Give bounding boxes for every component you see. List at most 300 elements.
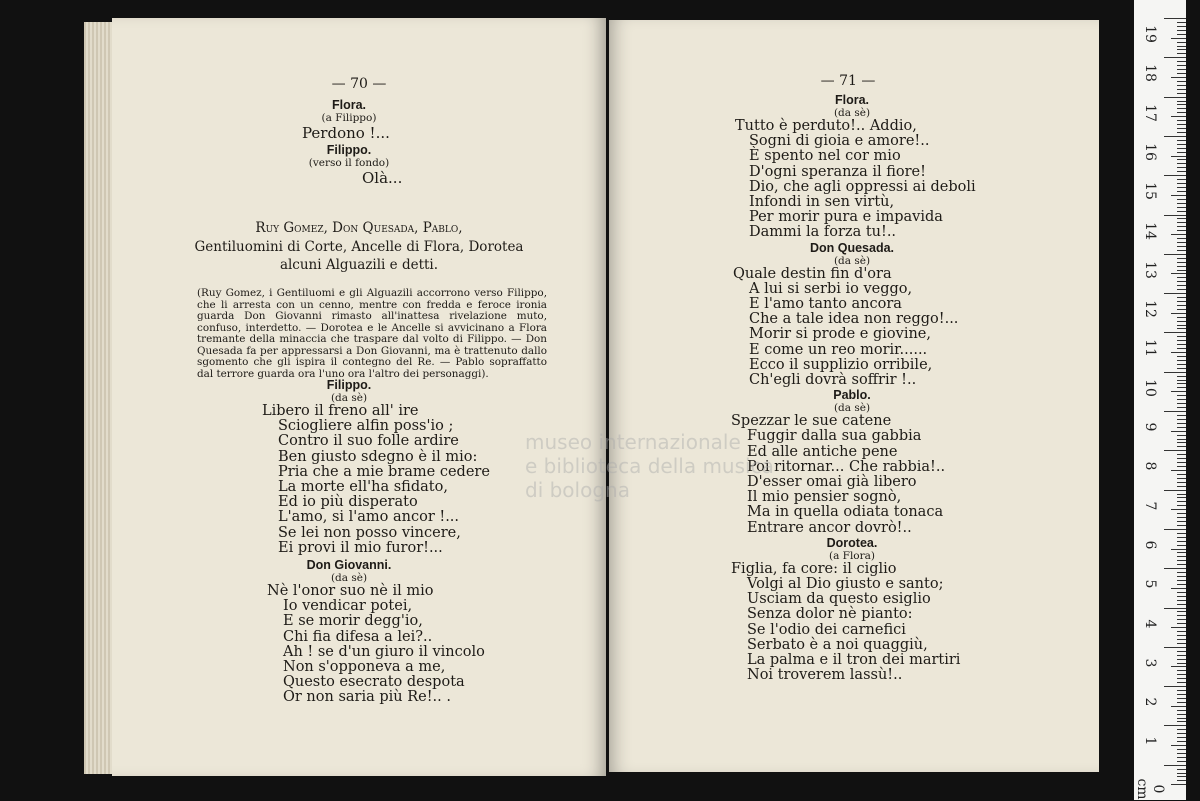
ruler-tick — [1177, 419, 1186, 420]
ruler-tick — [1171, 706, 1186, 707]
ruler-tick — [1177, 167, 1186, 168]
ruler-tick — [1177, 682, 1186, 683]
ruler-number: 9 — [1142, 422, 1158, 432]
ruler-tick — [1164, 372, 1186, 373]
ruler-tick — [1177, 521, 1186, 522]
ruler-tick — [1177, 395, 1186, 396]
stage-direction: (a Flora) — [828, 549, 876, 562]
ruler-tick — [1177, 733, 1186, 734]
ruler-tick — [1164, 765, 1186, 766]
ruler-tick — [1177, 73, 1186, 74]
ruler-tick — [1177, 552, 1186, 553]
verse-line: Chi fia difesa a lei?.. — [283, 628, 433, 645]
ruler-tick — [1177, 69, 1186, 70]
ruler-tick — [1177, 238, 1186, 239]
ruler-number: 16 — [1142, 142, 1158, 161]
ruler-tick — [1177, 525, 1186, 526]
ruler-tick — [1177, 30, 1186, 31]
ruler-tick — [1177, 380, 1186, 381]
ruler-tick — [1164, 136, 1186, 137]
ruler-tick — [1177, 317, 1186, 318]
ruler-tick — [1177, 179, 1186, 180]
verse-line: Non s'opponeva a me, — [283, 659, 446, 676]
ruler-tick — [1177, 183, 1186, 184]
ruler-tick — [1177, 615, 1186, 616]
verse-line: Sciogliere alfin poss'io ; — [278, 418, 454, 435]
ruler-tick — [1177, 120, 1186, 121]
dialogue-block — [609, 93, 1099, 684]
ruler-tick — [1177, 360, 1186, 361]
ruler-tick — [1177, 321, 1186, 322]
ruler-tick — [1177, 576, 1186, 577]
ruler-tick — [1177, 211, 1186, 212]
verse-line: Tutto è perduto!.. Addio, — [735, 118, 917, 134]
ruler-tick — [1177, 325, 1186, 326]
ruler-tick — [1177, 49, 1186, 50]
ruler-tick — [1177, 494, 1186, 495]
ruler-tick — [1177, 61, 1186, 62]
speaker-name: Don Quesada. — [809, 240, 895, 255]
ruler-tick — [1164, 568, 1186, 569]
ruler-tick — [1177, 545, 1186, 546]
stage-direction: (da sè) — [330, 392, 368, 404]
verse-line: Contro il suo folle ardire — [278, 433, 459, 450]
ruler-tick — [1177, 600, 1186, 601]
ruler-tick — [1177, 199, 1186, 200]
ruler-tick — [1164, 332, 1186, 333]
ruler-tick — [1177, 399, 1186, 400]
ruler-tick — [1177, 780, 1186, 781]
ruler-tick — [1177, 458, 1186, 459]
ruler-tick — [1164, 254, 1186, 255]
ruler-tick — [1177, 670, 1186, 671]
ruler-tick — [1177, 537, 1186, 538]
ruler-tick — [1177, 486, 1186, 487]
ruler-number: 17 — [1142, 103, 1158, 122]
ruler-tick — [1177, 226, 1186, 227]
ruler-number: 6 — [1142, 540, 1158, 550]
ruler-tick — [1171, 38, 1186, 39]
ruler-tick — [1171, 195, 1186, 196]
stage-note: (Ruy Gomez, i Gentiluomi e gli Alguazili accorrono verso Filippo, che li arresta con un cenno, mentre con fredda e feroce ironia guarda Don Giovanni rimasto all'inattesa rivelazione muto, confuso, interdetto. — Dorotea e le Ancelle si avvicinano a Flora tremante della minaccia che traspare dal volto di Filippo. — Don Quesada fa per appressarsi a Don Giovanni, ma è trattenuto dallo sgomento che gli ispira il contegno del Re. — Pablo sopraffatto dal terrore guarda ora l'uno ora l'altro dei personaggi). — [197, 287, 547, 380]
ruler-tick — [1164, 608, 1186, 609]
verse-line: Morir si prode e giovine, — [749, 326, 931, 343]
verse-line: Usciam da questo esiglio — [747, 591, 931, 608]
ruler-number: 2 — [1142, 697, 1158, 707]
verse-line: Ed alle antiche pene — [747, 443, 898, 460]
verse-line: Ah ! se d'un giuro il vincolo — [283, 643, 485, 660]
ruler-tick — [1177, 639, 1186, 640]
ruler-tick — [1177, 387, 1186, 388]
dialogue-block — [112, 378, 606, 706]
verse-line: Dio, che agli oppressi ai deboli — [749, 178, 976, 195]
ruler-tick — [1177, 714, 1186, 715]
verse-line: La morte ell'ha sfidato, — [278, 479, 448, 496]
verse-line: Io vendicar potei, — [283, 598, 413, 615]
ruler-tick — [1177, 580, 1186, 581]
verse-line: E l'amo tanto ancora — [749, 296, 902, 313]
ruler-tick — [1177, 564, 1186, 565]
watermark — [525, 430, 774, 502]
verse-line: Ma in quella odiata tonaca — [747, 504, 944, 521]
ruler-tick — [1177, 604, 1186, 605]
ruler-tick — [1177, 773, 1186, 774]
watermark-line: di bologna — [525, 478, 630, 502]
ruler-tick — [1164, 725, 1186, 726]
cast-line: Ruy Gomez, Don Quesada, Pablo, — [255, 220, 463, 236]
ruler-tick — [1177, 152, 1186, 153]
ruler-tick — [1177, 148, 1186, 149]
stage-direction: (verso il fondo) — [308, 157, 390, 169]
ruler-tick — [1177, 340, 1186, 341]
verse-line: Ch'egli dovrà soffrir !.. — [749, 372, 917, 389]
ruler-tick — [1164, 529, 1186, 530]
ruler-number: 15 — [1142, 182, 1158, 201]
verse-line: La palma e il tron dei martiri — [747, 652, 961, 669]
speaker-name: Filippo. — [326, 378, 372, 392]
ruler-tick — [1177, 710, 1186, 711]
ruler-tick — [1171, 352, 1186, 353]
verse-line: Ed io più disperato — [278, 494, 418, 511]
ruler-tick — [1177, 690, 1186, 691]
verse-line: È spento nel cor mio — [749, 148, 901, 165]
ruler-tick — [1177, 446, 1186, 447]
ruler-tick — [1177, 101, 1186, 102]
ruler-tick — [1177, 218, 1186, 219]
verse-line: D'esser omai già libero — [747, 474, 917, 491]
ruler-tick — [1164, 647, 1186, 648]
verse-line: Fuggir dalla sua gabbia — [747, 428, 922, 445]
ruler-tick — [1177, 749, 1186, 750]
ruler-tick — [1177, 356, 1186, 357]
ruler-tick — [1177, 85, 1186, 86]
ruler-tick — [1177, 635, 1186, 636]
ruler-tick — [1177, 250, 1186, 251]
verse-line: Il mio pensier sognò, — [747, 489, 902, 506]
ruler-tick — [1177, 423, 1186, 424]
verse-line: Se l'odio dei carnefici — [747, 621, 906, 638]
ruler-tick — [1177, 128, 1186, 129]
speaker-name: Don Giovanni. — [306, 558, 392, 573]
verse-line: Dammi la forza tu!.. — [749, 224, 897, 241]
ruler-number: 1 — [1142, 736, 1158, 746]
ruler-tick — [1177, 281, 1186, 282]
verse-line: A lui si serbi io veggo, — [749, 280, 913, 297]
ruler-tick — [1177, 132, 1186, 133]
ruler-tick — [1177, 698, 1186, 699]
ruler-tick — [1177, 776, 1186, 777]
ruler-tick — [1177, 407, 1186, 408]
ruler-tick — [1177, 171, 1186, 172]
ruler-number: 18 — [1142, 64, 1158, 83]
ruler-tick — [1177, 124, 1186, 125]
ruler-tick — [1177, 769, 1186, 770]
speaker-name: Filippo. — [326, 143, 372, 157]
ruler-tick — [1177, 584, 1186, 585]
ruler-tick — [1177, 741, 1186, 742]
ruler-tick — [1177, 631, 1186, 632]
ruler-tick — [1177, 611, 1186, 612]
verse-line: Senza dolor nè pianto: — [747, 606, 913, 623]
ruler-tick — [1177, 466, 1186, 467]
verse-line: Olà... — [362, 169, 403, 187]
ruler-tick — [1177, 258, 1186, 259]
measuring-ruler — [1134, 0, 1186, 800]
verse-line: Questo esecrato despota — [283, 674, 465, 691]
ruler-tick — [1164, 57, 1186, 58]
ruler-number: 12 — [1142, 300, 1158, 318]
ruler-tick — [1177, 663, 1186, 664]
ruler-tick — [1177, 344, 1186, 345]
ruler-tick — [1177, 442, 1186, 443]
ruler-tick — [1171, 549, 1186, 550]
ruler-number: 14 — [1142, 221, 1158, 240]
ruler-tick — [1171, 116, 1186, 117]
ruler-tick — [1177, 439, 1186, 440]
ruler-tick — [1177, 462, 1186, 463]
ruler-tick — [1177, 702, 1186, 703]
ruler-tick — [1177, 678, 1186, 679]
speaker-name: Pablo. — [833, 388, 871, 403]
stage-direction: (da sè) — [833, 254, 871, 267]
ruler-tick — [1177, 336, 1186, 337]
ruler-tick — [1177, 309, 1186, 310]
ruler-number: 7 — [1142, 501, 1158, 511]
verse-line: E se morir degg'io, — [283, 613, 423, 630]
ruler-number: 0 cm — [1134, 778, 1166, 800]
ruler-tick — [1171, 156, 1186, 157]
verse-line: Sogni di gioia e amore!.. — [749, 133, 930, 150]
ruler-tick — [1177, 266, 1186, 267]
stage-direction: (da sè) — [833, 402, 871, 415]
ruler-tick — [1171, 77, 1186, 78]
ruler-tick — [1177, 26, 1186, 27]
ruler-tick — [1177, 108, 1186, 109]
verse-line: Per morir pura e impavida — [749, 209, 943, 226]
ruler-tick — [1177, 643, 1186, 644]
watermark-line: museo internazionale — [525, 430, 741, 454]
ruler-tick — [1171, 588, 1186, 589]
verse-line: Perdono !... — [302, 124, 390, 142]
ruler-tick — [1177, 93, 1186, 94]
speaker-name: Flora. — [834, 93, 870, 107]
ruler-tick — [1177, 474, 1186, 475]
verse-line: Che a tale idea non reggo!... — [749, 311, 959, 328]
ruler-tick — [1177, 46, 1186, 47]
verse-line: Se lei non posso vincere, — [278, 524, 461, 541]
ruler-tick — [1177, 348, 1186, 349]
ruler-number: 10 — [1142, 378, 1158, 397]
ruler-tick — [1177, 659, 1186, 660]
ruler-tick — [1171, 666, 1186, 667]
ruler-number: 4 — [1142, 619, 1158, 628]
ruler-tick — [1164, 18, 1186, 19]
ruler-number: 11 — [1142, 339, 1158, 358]
ruler-tick — [1177, 297, 1186, 298]
ruler-tick — [1177, 596, 1186, 597]
ruler-tick — [1171, 784, 1186, 785]
ruler-tick — [1171, 273, 1186, 274]
ruler-tick — [1171, 470, 1186, 471]
verse-line: Pria che a mie brame cedere — [278, 463, 490, 480]
ruler-tick — [1177, 246, 1186, 247]
ruler-tick — [1177, 415, 1186, 416]
stage-direction: (a Filippo) — [321, 112, 377, 124]
ruler-tick — [1164, 411, 1186, 412]
ruler-number: 8 — [1142, 461, 1158, 471]
ruler-tick — [1164, 686, 1186, 687]
verse-line: Figlia, fa core: il ciglio — [731, 560, 897, 577]
ruler-tick — [1177, 572, 1186, 573]
ruler-tick — [1177, 533, 1186, 534]
ruler-tick — [1177, 541, 1186, 542]
ruler-tick — [1177, 655, 1186, 656]
cast-line: Gentiluomini di Corte, Ancelle di Flora, Dorotea — [194, 238, 524, 255]
ruler-tick — [1177, 497, 1186, 498]
verse-line: Entrare ancor dovrò!.. — [747, 519, 912, 536]
ruler-tick — [1177, 191, 1186, 192]
ruler-tick — [1171, 509, 1186, 510]
ruler-tick — [1177, 454, 1186, 455]
verse-line: Infondi in sen virtù, — [749, 194, 895, 211]
ruler-tick — [1177, 592, 1186, 593]
verse-line: L'amo, si l'amo ancor !... — [278, 509, 460, 526]
ruler-tick — [1177, 89, 1186, 90]
verse-line: Nè l'onor suo nè il mio — [267, 583, 434, 600]
ruler-tick — [1177, 328, 1186, 329]
ruler-tick — [1177, 623, 1186, 624]
ruler-tick — [1164, 293, 1186, 294]
ruler-tick — [1177, 112, 1186, 113]
watermark-line: e biblioteca della musica — [525, 454, 774, 478]
ruler-tick — [1171, 745, 1186, 746]
ruler-tick — [1177, 435, 1186, 436]
ruler-tick — [1177, 560, 1186, 561]
ruler-tick — [1164, 175, 1186, 176]
ruler-tick — [1177, 761, 1186, 762]
ruler-tick — [1177, 163, 1186, 164]
ruler-tick — [1177, 34, 1186, 35]
verse-line: Volgi al Dio giusto e santo; — [747, 576, 944, 593]
verse-line: Spezzar le sue catene — [731, 413, 892, 430]
ruler-tick — [1177, 203, 1186, 204]
ruler-tick — [1177, 517, 1186, 518]
verse-line: Ben giusto sdegno è il mio: — [278, 448, 478, 465]
ruler-tick — [1177, 482, 1186, 483]
ruler-tick — [1177, 651, 1186, 652]
ruler-tick — [1177, 403, 1186, 404]
ruler-tick — [1177, 22, 1186, 23]
page-number: — 71 — — [820, 73, 876, 89]
ruler-tick — [1177, 42, 1186, 43]
ruler-tick — [1177, 694, 1186, 695]
ruler-tick — [1177, 65, 1186, 66]
ruler-tick — [1177, 364, 1186, 365]
dialogue-block — [112, 98, 606, 188]
ruler-tick — [1177, 376, 1186, 377]
speaker-name: Flora. — [331, 98, 367, 112]
ruler-tick — [1177, 505, 1186, 506]
ruler-number: 13 — [1142, 260, 1158, 279]
ruler-tick — [1177, 159, 1186, 160]
stage-direction: (da sè) — [330, 572, 368, 585]
ruler-number: 19 — [1142, 25, 1158, 43]
cast-line: alcuni Alguazili e detti. — [279, 257, 439, 273]
ruler-tick — [1177, 718, 1186, 719]
verse-line: Ecco il supplizio orribile, — [749, 356, 933, 373]
ruler-tick — [1177, 368, 1186, 369]
cast-list — [112, 219, 606, 275]
ruler-tick — [1171, 234, 1186, 235]
ruler-tick — [1171, 391, 1186, 392]
verse-line: Ei provi il mio furor!... — [278, 539, 443, 556]
ruler-tick — [1177, 757, 1186, 758]
ruler-tick — [1177, 556, 1186, 557]
ruler-tick — [1177, 207, 1186, 208]
ruler-tick — [1177, 721, 1186, 722]
ruler-tick — [1177, 270, 1186, 271]
right-page — [609, 20, 1099, 772]
ruler-tick — [1177, 81, 1186, 82]
ruler-tick — [1177, 262, 1186, 263]
ruler-tick — [1177, 427, 1186, 428]
left-page — [112, 18, 606, 776]
ruler-tick — [1177, 383, 1186, 384]
ruler-tick — [1164, 490, 1186, 491]
ruler-tick — [1171, 313, 1186, 314]
verse-line: Libero il freno all' ire — [262, 403, 419, 419]
ruler-tick — [1177, 729, 1186, 730]
verse-line: Serbato è a noi quaggiù, — [747, 636, 928, 653]
ruler-tick — [1177, 619, 1186, 620]
page-number: — 70 — — [331, 76, 387, 92]
ruler-tick — [1177, 501, 1186, 502]
verse-line: Poi ritornar... Che rabbia!.. — [747, 458, 946, 475]
ruler-tick — [1177, 144, 1186, 145]
stage-direction: (da sè) — [833, 107, 871, 119]
verse-line: Noi troverem lassù!.. — [747, 667, 903, 684]
ruler-tick — [1177, 242, 1186, 243]
ruler-tick — [1177, 53, 1186, 54]
ruler-tick — [1171, 627, 1186, 628]
ruler-tick — [1177, 187, 1186, 188]
ruler-tick — [1177, 737, 1186, 738]
ruler-tick — [1177, 674, 1186, 675]
verse-line: D'ogni speranza il fiore! — [749, 163, 926, 180]
ruler-tick — [1177, 753, 1186, 754]
verse-line: Or non saria più Re!.. . — [283, 689, 451, 706]
ruler-tick — [1177, 230, 1186, 231]
ruler-tick — [1177, 513, 1186, 514]
verse-line: E come un reo morir...... — [749, 341, 928, 358]
ruler-tick — [1171, 431, 1186, 432]
ruler-tick — [1164, 97, 1186, 98]
ruler-number: 3 — [1142, 658, 1158, 668]
ruler-tick — [1177, 104, 1186, 105]
ruler-tick — [1177, 140, 1186, 141]
ruler-tick — [1164, 450, 1186, 451]
ruler-tick — [1164, 215, 1186, 216]
speaker-name: Dorotea. — [826, 535, 878, 550]
ruler-tick — [1177, 289, 1186, 290]
ruler-tick — [1177, 301, 1186, 302]
ruler-tick — [1177, 222, 1186, 223]
ruler-number: 5 — [1142, 579, 1158, 589]
ruler-tick — [1177, 285, 1186, 286]
ruler-tick — [1177, 277, 1186, 278]
verse-line: Quale destin fin d'ora — [733, 265, 892, 282]
ruler-tick — [1177, 305, 1186, 306]
